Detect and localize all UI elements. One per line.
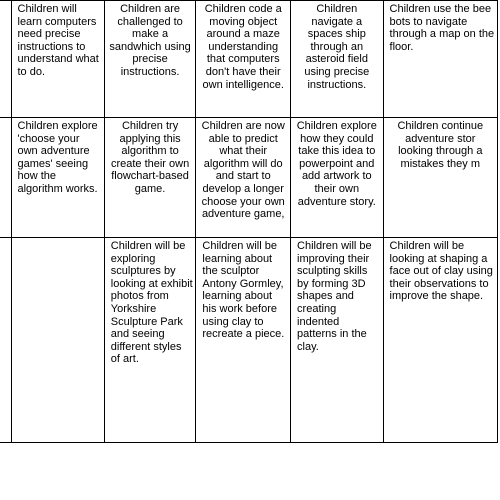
table-cell: Children continue adventure stor looking through a mistakes they m bbox=[383, 118, 497, 238]
table-cell bbox=[11, 238, 104, 443]
table-cell: Children are challenged to make a sandwhich using precise instructions. bbox=[104, 1, 196, 118]
table-row bbox=[0, 238, 498, 443]
table-cell-stub bbox=[0, 238, 11, 443]
table-cell-stub bbox=[0, 118, 11, 238]
table-row bbox=[0, 1, 498, 118]
table-cell: Children will be exploring sculptures by looking at exhibit photos from Yorkshire Sculpture Park and seeing different styles of art. bbox=[104, 238, 196, 443]
table-cell: Children code a moving object around a maze understanding that computers don't have their own intelligence. bbox=[196, 1, 291, 118]
table-cell-stub bbox=[0, 1, 11, 118]
table-cell: Children will be improving their sculpting skills by forming 3D shapes and creating indented patterns in the clay. bbox=[291, 238, 384, 443]
table-row bbox=[0, 118, 498, 238]
table-cell: Children use the bee bots to navigate through a map on the floor. bbox=[383, 1, 497, 118]
table-cell: Children are now able to predict what their algorithm will do and start to develop a longer choose your own adventure game, bbox=[196, 118, 291, 238]
table-cell: Children will be learning about the sculptor Antony Gormley, learning about his work before using clay to recreate a piece. bbox=[196, 238, 291, 443]
table-cell: Children navigate a spaces ship through an asteroid field using precise instructions. bbox=[291, 1, 384, 118]
table-cell: Children will learn computers need precise instructions to understand what to do. bbox=[11, 1, 104, 118]
table-cell: Children try applying this algorithm to create their own flowchart-based game. bbox=[104, 118, 196, 238]
table-cell: Children will be looking at shaping a face out of clay using their observations to improve the shape. bbox=[383, 238, 497, 443]
table-cell: Children explore 'choose your own adventure games' seeing how the algorithm works. bbox=[11, 118, 104, 238]
table-cell: Children explore how they could take this idea to powerpoint and add artwork to their own adventure story. bbox=[291, 118, 384, 238]
